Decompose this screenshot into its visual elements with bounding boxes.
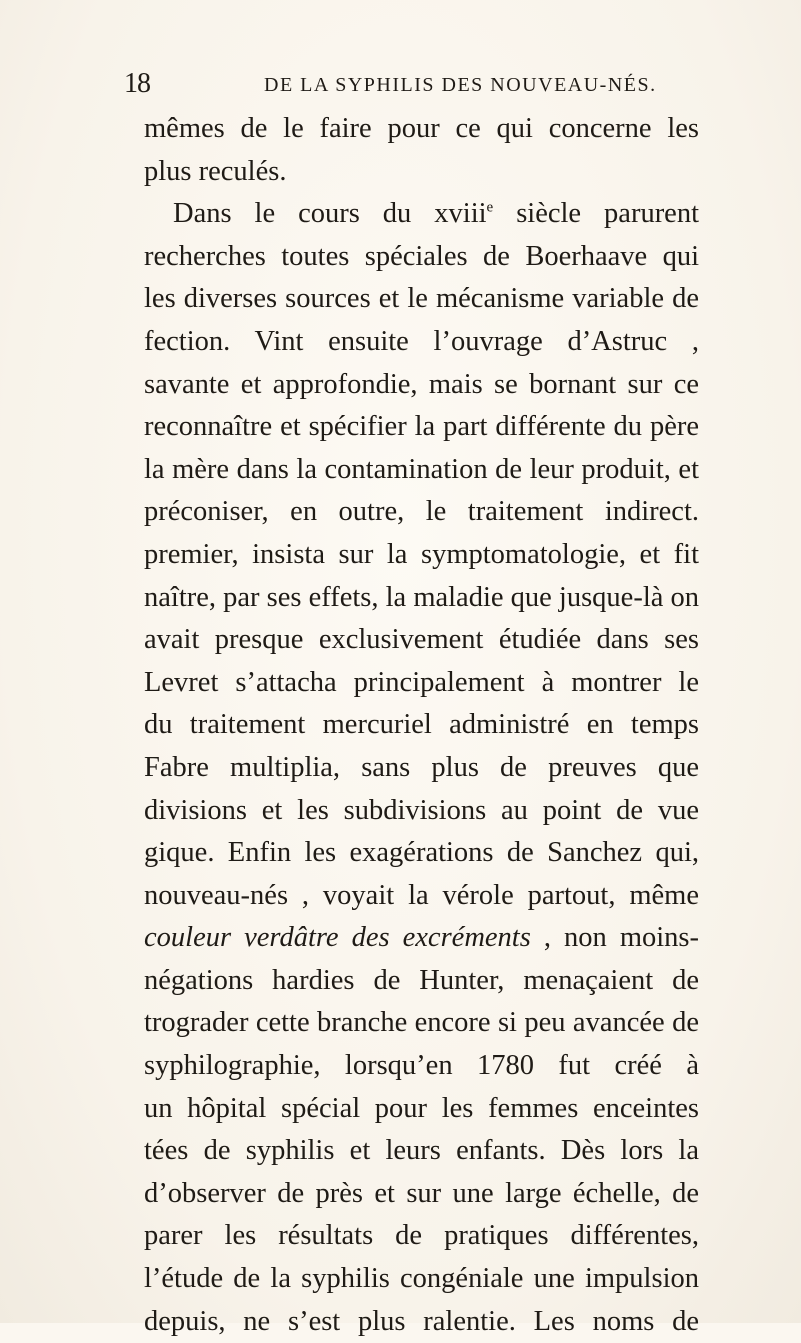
text-line: recherches toutes spéciales de Boerhaave qui — [144, 240, 699, 272]
page-header — [124, 68, 684, 108]
text-line: parer les résultats de pratiques différentes, — [144, 1220, 699, 1252]
text-line: trograder cette branche encore si peu avancée de — [144, 1007, 699, 1039]
text-line: divisions et les subdivisions au point de vue — [144, 794, 699, 826]
text-line: couleur verdâtre des excréments , non moins- — [144, 922, 699, 954]
text-line: plus reculés. — [144, 155, 287, 187]
running-head: DE LA SYPHILIS DES NOUVEAU-NÉS. — [264, 74, 657, 96]
text-line: d’observer de près et sur une large échelle, de — [144, 1177, 699, 1209]
superscript: e — [486, 199, 494, 216]
text-line: un hôpital spécial pour les femmes enceintes — [144, 1092, 699, 1124]
text-line: fection. Vint ensuite l’ouvrage d’Astruc , — [144, 325, 699, 357]
text-line: syphilographie, lorsqu’en 1780 fut créé à — [144, 1050, 699, 1082]
text-line: Levret s’attacha principalement à montrer le — [144, 666, 699, 698]
italic-phrase: couleur verdâtre des excréments — [144, 922, 531, 954]
text-line: reconnaître et spécifier la part différente du père — [144, 411, 699, 443]
text-line: premier, insista sur la symptomatologie, et fit — [144, 538, 699, 570]
text-line: du traitement mercuriel administré en temps — [144, 709, 699, 741]
text-line: tées de syphilis et leurs enfants. Dès lors la — [144, 1135, 699, 1167]
text-line: les diverses sources et le mécanisme variable de — [144, 283, 699, 315]
text-line: avait presque exclusivement étudiée dans ses — [144, 624, 699, 656]
text-line: mêmes de le faire pour ce qui concerne les — [144, 113, 699, 144]
text-line: l’étude de la syphilis congéniale une impulsion — [144, 1263, 699, 1295]
text-line: savante et approfondie, mais se bornant sur ce — [144, 368, 699, 400]
text-line: préconiser, en outre, le traitement indirect. — [144, 496, 699, 528]
text-line: depuis, ne s’est plus ralentie. Les noms de — [144, 1305, 699, 1337]
text-line: nouveau-nés , voyait la vérole partout, même — [144, 879, 699, 911]
text-line: naître, par ses effets, la maladie que jusque-là on — [144, 581, 699, 613]
text-line: négations hardies de Hunter, menaçaient de — [144, 964, 699, 996]
text-line: Fabre multiplia, sans plus de preuves que — [144, 751, 699, 783]
text-line: gique. Enfin les exagérations de Sanchez qui, — [144, 837, 699, 869]
text-line: la mère dans la contamination de leur produit, et — [144, 453, 699, 485]
body-text — [144, 108, 699, 1343]
page-number: 18 — [124, 68, 150, 99]
text-line: Dans le cours du xviii$^e$ siècle parurent — [173, 198, 699, 230]
